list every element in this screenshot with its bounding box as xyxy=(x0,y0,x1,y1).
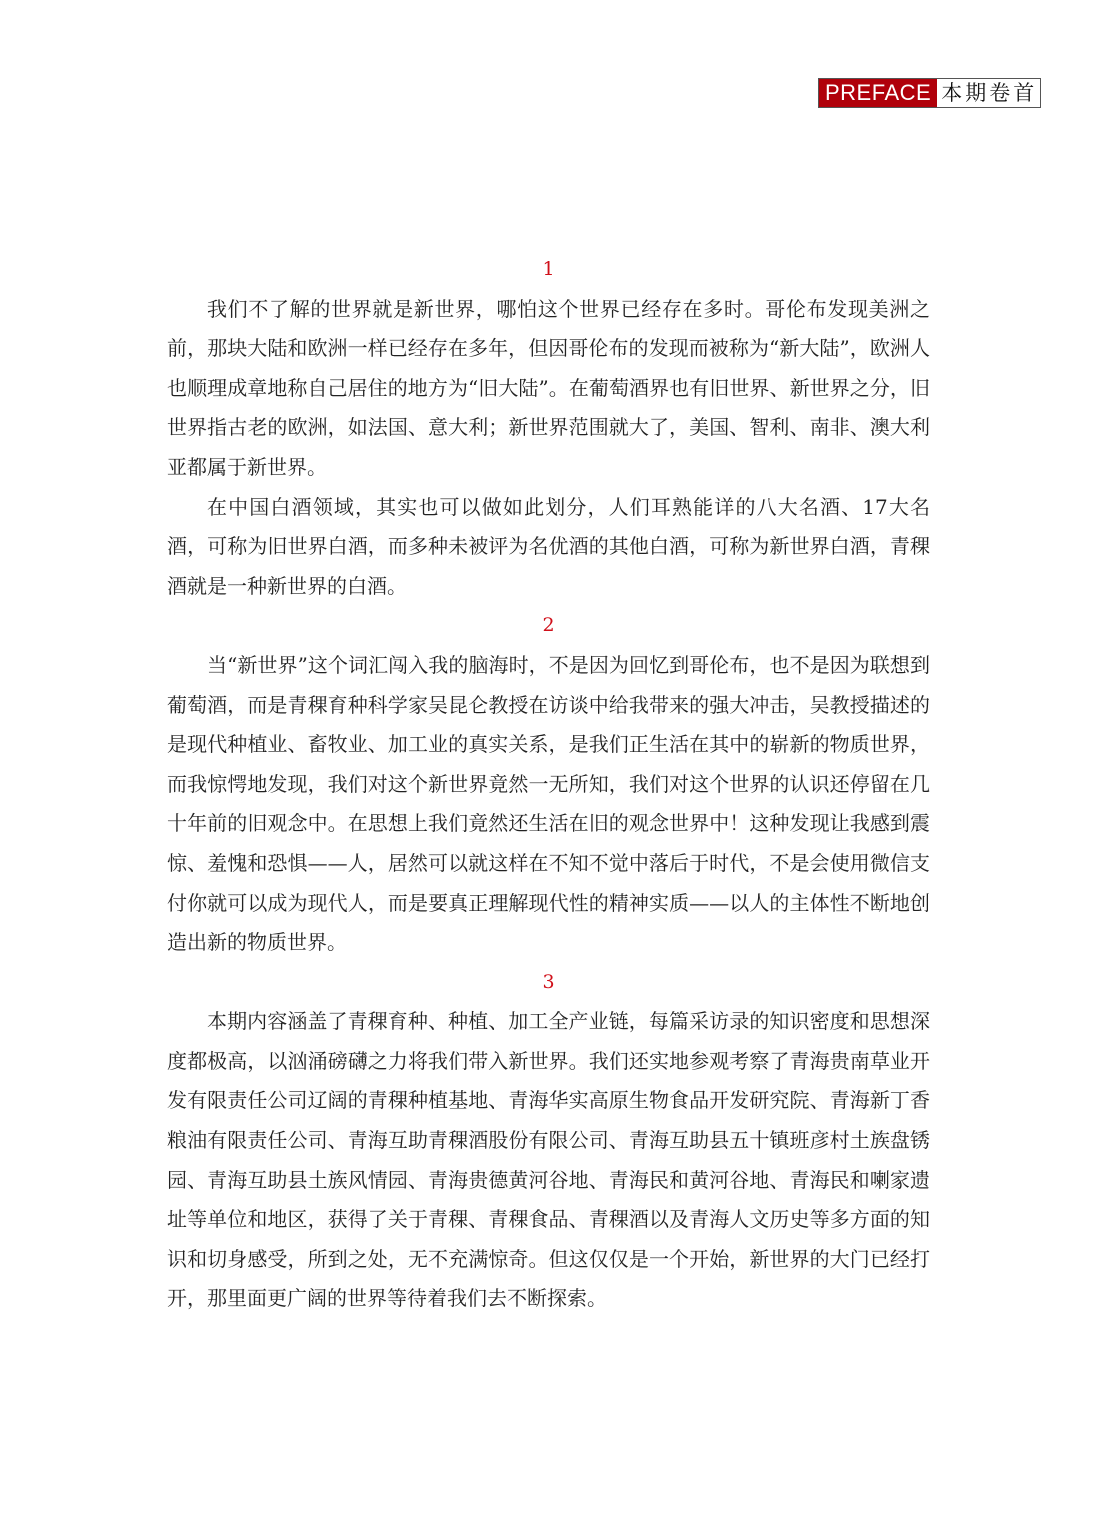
paragraph: 本期内容涵盖了青稞育种、种植、加工全产业链，每篇采访录的知识密度和思想深度都极高，以汹涌磅礴之力将我们带入新世界。我们还实地参观考察了青海贵南草业开发有限责任公司辽阔的青稞种植基地、青海华实高原生物食品开发研究院、青海新丁香粮油有限责任公司、青海互助青稞酒股份有限公司、青海互助县五十镇班彦村土族盘锈园、青海互助县土族风情园、青海贵德黄河谷地、青海民和黄河谷地、青海民和喇家遗址等单位和地区，获得了关于青稞、青稞食品、青稞酒以及青海人文历史等多方面的知识和切身感受，所到之处，无不充满惊奇。但这仅仅是一个开始，新世界的大门已经打开，那里面更广阔的世界等待着我们去不断探索。 xyxy=(167,1009,930,1311)
paragraph: 当“新世界”这个词汇闯入我的脑海时，不是因为回忆到哥伦布，也不是因为联想到葡萄酒，而是青稞育种科学家吴昆仑教授在访谈中给我带来的强大冲击，吴教授描述的是现代种植业、畜牧业、加工业的真实关系，是我们正生活在其中的崭新的物质世界，而我惊愕地发现，我们对这个新世界竟然一无所知，我们对这个世界的认识还停留在几十年前的旧观念中。在思想上我们竟然还生活在旧的观念世界中！这种发现让我感到震惊、羞愧和恐惧——人，居然可以就这样在不知不觉中落后于时代，不是会使用微信支付你就可以成为现代人，而是要真正理解现代性的精神实质——以人的主体性不断地创造出新的物质世界。 xyxy=(167,652,930,955)
preface-label: PREFACE xyxy=(819,79,937,107)
section-badge xyxy=(818,78,1041,108)
section-number: 3 xyxy=(542,970,555,993)
section-number: 2 xyxy=(542,614,555,637)
paragraph: 我们不了解的世界就是新世界，哪怕这个世界已经存在多时。哥伦布发现美洲之前，那块大陆和欧洲一样已经存在多年，但因哥伦布的发现而被称为“新大陆”，欧洲人也顺理成章地称自己居住的地方为“旧大陆”。在葡萄酒界也有旧世界、新世界之分，旧世界指古老的欧洲，如法国、意大利；新世界范围就大了，美国、智利、南非、澳大利亚都属于新世界。 xyxy=(167,296,930,479)
paragraph: 在中国白酒领域，其实也可以做如此划分，人们耳熟能详的八大名酒、17大名酒，可称为旧世界白酒，而多种未被评为名优酒的其他白酒，可称为新世界白酒，青稞酒就是一种新世界的白酒。 xyxy=(167,494,930,598)
section-number: 1 xyxy=(542,258,555,280)
preface-label-cn: 本期卷首 xyxy=(937,79,1040,107)
article-body xyxy=(167,250,930,1319)
